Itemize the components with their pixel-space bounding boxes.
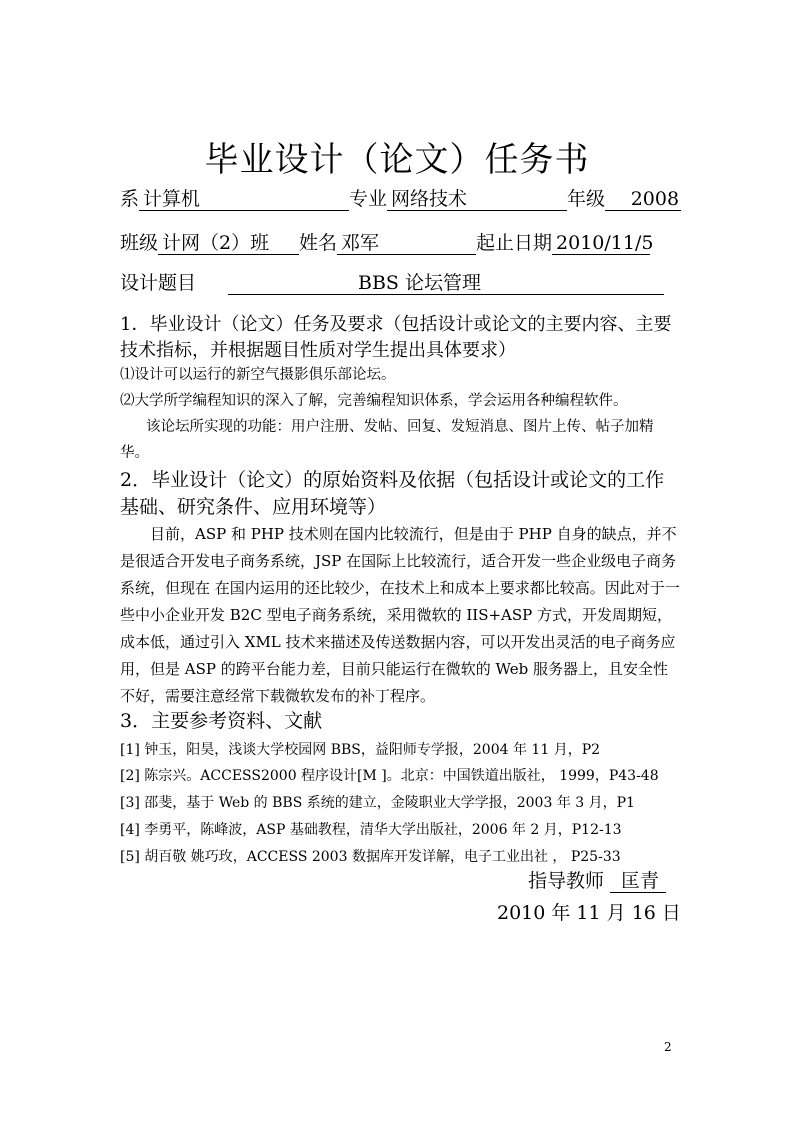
info-row-dept	[120, 188, 681, 211]
advisor-label: 指导教师	[528, 870, 605, 892]
dept-value: 计算机	[139, 188, 349, 211]
reference-item: [5] 胡百敬 姚巧玫，ACCESS 2003 数据库开发详解，电子工业出社 ， P25-33	[120, 849, 621, 865]
page-number: 2	[664, 1040, 672, 1054]
topic-value: BBS 论坛管理	[228, 272, 664, 295]
name-label: 姓名	[299, 232, 338, 254]
major-label: 专业	[349, 188, 388, 210]
section1-item2: ⑵大学所学编程知识的深入了解，完善编程知识体系，学会运用各种编程软件。	[120, 393, 628, 409]
advisor-name: 匡青	[610, 870, 666, 893]
name-value: 邓军	[337, 232, 476, 255]
page-title: 毕业设计（论文）任务书	[204, 140, 590, 180]
topic-label: 设计题目	[120, 272, 197, 294]
date-label: 起止日期	[476, 232, 553, 254]
dept-label: 系	[120, 188, 140, 210]
advisor-line	[528, 870, 666, 893]
grade-label: 年级	[567, 188, 606, 210]
class-value: 计网（2）班	[158, 232, 299, 255]
info-row-class	[120, 232, 654, 255]
class-label: 班级	[120, 232, 159, 254]
section1-functions: 该论坛所实现的功能：用户注册、发帖、回复、发短消息、图片上传、帖子加精华。	[120, 419, 654, 461]
reference-item: [3] 邵斐，基于 Web 的 BBS 系统的建立，金陵职业大学学报，2003 年 3 月，P1	[120, 795, 635, 811]
section1-item1: ⑴设计可以运行的新空气摄影俱乐部论坛。	[120, 367, 396, 383]
major-value: 网络技术	[387, 188, 567, 211]
reference-item: [2] 陈宗兴。ACCESS2000 程序设计[M ]。北京：中国铁道出版社， 1999，P43-48	[120, 768, 659, 784]
grade-value: 2008	[605, 188, 681, 211]
section2-body: 目前，ASP 和 PHP 技术则在国内比较流行，但是由于 PHP 自身的缺点，并不是很适合开发电子商务系统，JSP 在国际上比较流行，适合开发一些企业级电子商务系统，但现在 在国内运用的还比较少，在技术上和成本上要求都比较高。因此对于一些中小企业开发 B2C 型电子商务系统，采用微软的 IIS+ASP 方式，开发周期短，成本低，通过引入 XML 技术来描述及传送数据内容，可以开发出灵活的电子商务应用，但是 ASP 的跨平台能力差，目前只能运行在微软的 Web 服务器上，且安全性不好，需要注意经常下载微软发布的补丁程序。	[120, 525, 680, 705]
reference-item: [1] 钟玉，阳昊，浅谈大学校园网 BBS，益阳师专学报，2004 年 11 月，P2	[120, 742, 601, 758]
section3-heading: 3．主要参考资料、文献	[120, 710, 323, 732]
reference-item: [4] 李勇平，陈峰波，ASP 基础教程，清华大学出版社，2006 年 2 月，P12-13	[120, 822, 622, 838]
section1-heading: 1．毕业设计（论文）任务及要求（包括设计或论文的主要内容、主要技术指标，并根据题目性质对学生提出具体要求）	[120, 314, 672, 361]
signature-date: 2010 年 11 月 16 日	[497, 902, 681, 924]
date-value: 2010/11/5	[552, 232, 650, 255]
section2-heading: 2．毕业设计（论文）的原始资料及依据（包括设计或论文的工作基础、研究条件、应用环境等）	[120, 469, 665, 518]
info-row-topic	[120, 272, 664, 295]
